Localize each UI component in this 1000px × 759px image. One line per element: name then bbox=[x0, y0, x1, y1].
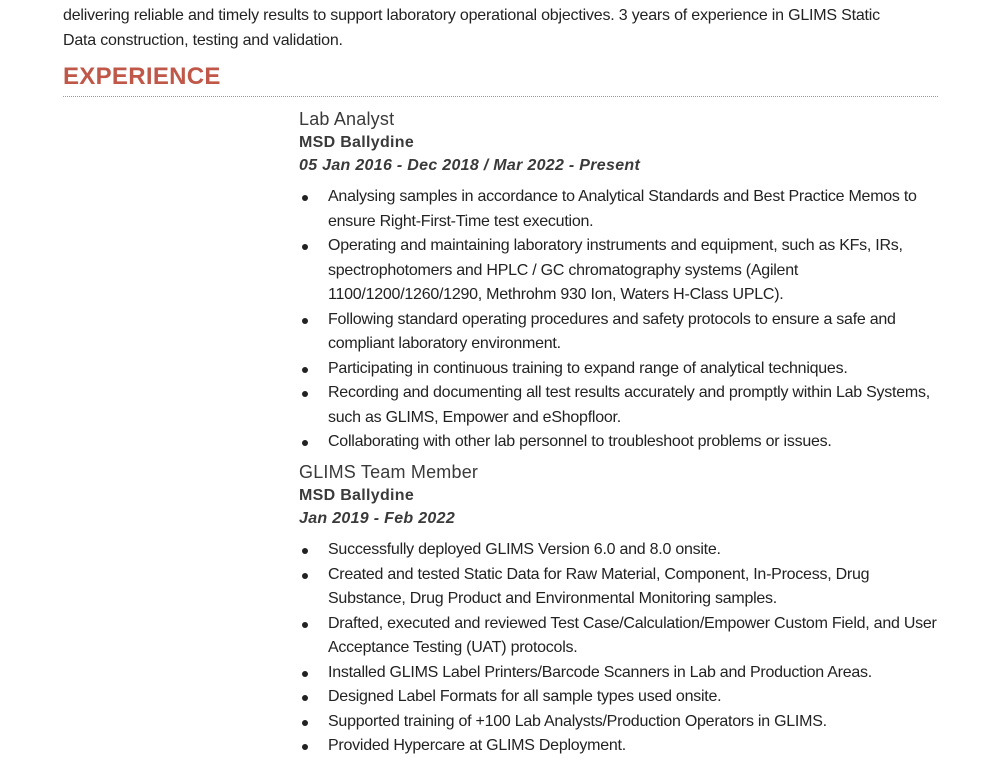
list-item bbox=[299, 612, 949, 661]
job-dates: Jan 2019 - Feb 2022 bbox=[299, 510, 456, 527]
bullet-text: Operating and maintaining laboratory instruments and equipment, such as KFs, IRs, spectrophotomers and HPLC / GC chromatography systems (Agilent 1100/1200/1260/1290, Methrohm 930 Ion, Waters H-Class UPLC). bbox=[328, 237, 903, 303]
section-heading-experience: EXPERIENCE bbox=[63, 63, 221, 90]
bullet-text: Analysing samples in accordance to Analytical Standards and Best Practice Memos to ensure Right-First-Time test execution. bbox=[328, 188, 917, 230]
bullet-icon bbox=[302, 440, 308, 446]
bullet-text: Designed Label Formats for all sample types used onsite. bbox=[328, 688, 722, 705]
section-divider bbox=[63, 96, 938, 97]
job-bullet-list bbox=[299, 538, 949, 759]
job-company: MSD Ballydine bbox=[299, 134, 415, 151]
job-company: MSD Ballydine bbox=[299, 487, 415, 504]
bullet-icon bbox=[302, 671, 308, 677]
job-bullet-list bbox=[299, 185, 949, 455]
job-title: GLIMS Team Member bbox=[299, 462, 479, 482]
list-item bbox=[299, 357, 949, 382]
bullet-icon bbox=[302, 318, 308, 324]
bullet-icon bbox=[302, 622, 308, 628]
list-item bbox=[299, 234, 949, 308]
bullet-text: Collaborating with other lab personnel to troubleshoot problems or issues. bbox=[328, 433, 832, 450]
bullet-text: Successfully deployed GLIMS Version 6.0 and 8.0 onsite. bbox=[328, 541, 721, 558]
summary-line: delivering reliable and timely results to support laboratory operational objectives. 3 years of experience in GLIMS Static bbox=[63, 7, 880, 24]
bullet-text: Created and tested Static Data for Raw Material, Component, In-Process, Drug Substance, Drug Product and Environmental Monitoring samples. bbox=[328, 565, 870, 607]
bullet-text: Installed GLIMS Label Printers/Barcode Scanners in Lab and Production Areas. bbox=[328, 663, 872, 681]
list-item bbox=[299, 185, 949, 234]
summary-line: Data construction, testing and validation. bbox=[63, 32, 343, 49]
list-item bbox=[299, 538, 949, 563]
list-item bbox=[299, 661, 949, 686]
list-item bbox=[299, 430, 949, 455]
list-item bbox=[299, 563, 949, 612]
list-item bbox=[299, 710, 949, 735]
job-dates: 05 Jan 2016 - Dec 2018 / Mar 2022 - Present bbox=[299, 157, 641, 174]
bullet-text: Participating in continuous training to expand range of analytical techniques. bbox=[328, 359, 848, 377]
bullet-icon bbox=[302, 695, 308, 701]
bullet-text: Supported training of +100 Lab Analysts/Production Operators in GLIMS. bbox=[328, 712, 827, 730]
list-item bbox=[299, 685, 949, 710]
job-title: Lab Analyst bbox=[299, 109, 395, 129]
bullet-icon bbox=[302, 548, 308, 554]
job-entry-lab-analyst bbox=[299, 108, 949, 455]
job-entry-glims-team-member bbox=[299, 461, 949, 759]
bullet-text: Following standard operating procedures and safety protocols to ensure a safe and compliant laboratory environment. bbox=[328, 310, 896, 352]
bullet-text: Provided Hypercare at GLIMS Deployment. bbox=[328, 737, 626, 754]
list-item bbox=[299, 381, 949, 430]
list-item bbox=[299, 308, 949, 357]
list-item bbox=[299, 734, 949, 759]
bullet-icon bbox=[302, 367, 308, 373]
bullet-icon bbox=[302, 195, 308, 201]
bullet-icon bbox=[302, 573, 308, 579]
bullet-icon bbox=[302, 244, 308, 250]
professional-summary bbox=[63, 3, 943, 53]
bullet-icon bbox=[302, 744, 308, 750]
bullet-icon bbox=[302, 391, 308, 397]
bullet-text: Drafted, executed and reviewed Test Case/Calculation/Empower Custom Field, and User Acceptance Testing (UAT) protocols. bbox=[328, 614, 937, 656]
bullet-text: Recording and documenting all test results accurately and promptly within Lab Systems, such as GLIMS, Empower and eShopfloor. bbox=[328, 384, 930, 426]
bullet-icon bbox=[302, 720, 308, 726]
